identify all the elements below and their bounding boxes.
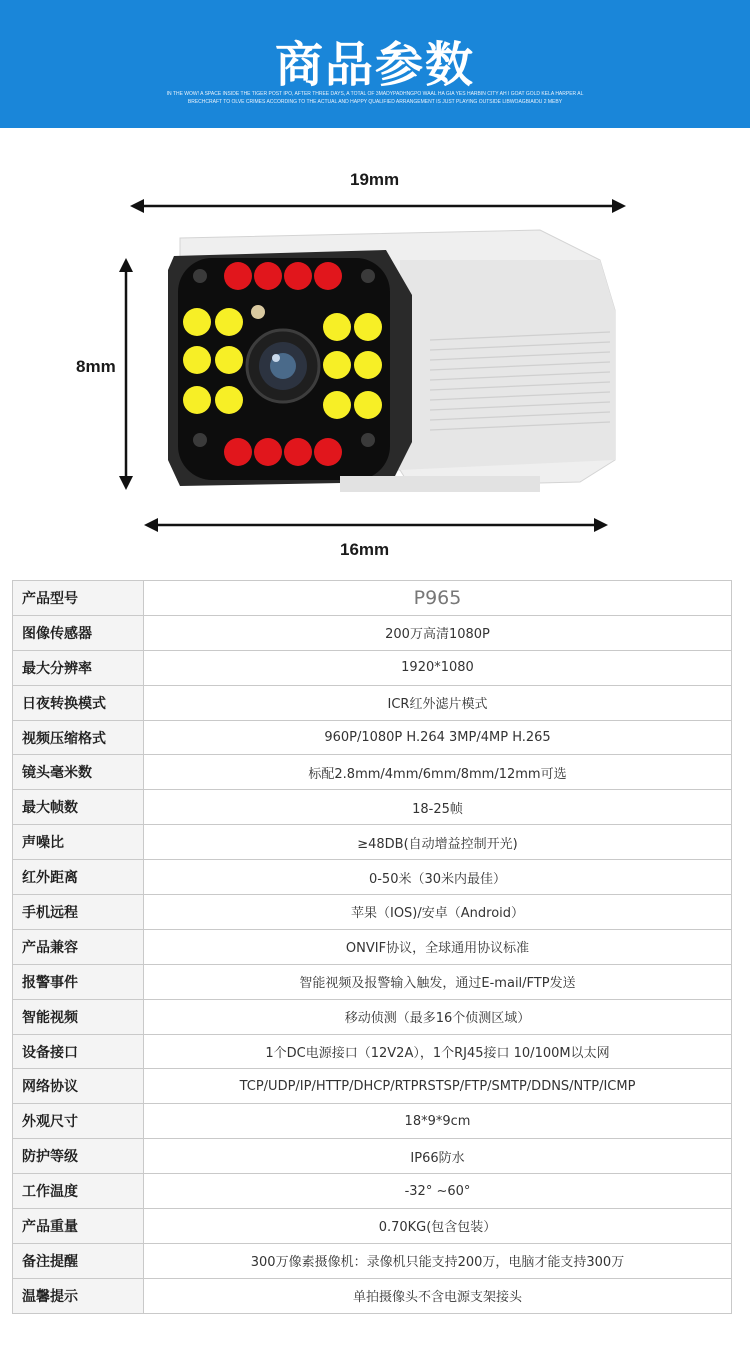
spec-row	[13, 825, 732, 860]
spec-label: 备注提醒	[13, 1243, 144, 1278]
spec-row	[13, 860, 732, 895]
spec-value: 智能视频及报警输入触发，通过E-mail/FTP发送	[144, 964, 732, 999]
spec-value: ONVIF协议，全球通用协议标准	[144, 929, 732, 964]
top-dimension-label: 19mm	[350, 170, 400, 189]
spec-label: 产品重量	[13, 1209, 144, 1244]
spec-row	[13, 1104, 732, 1139]
spec-row	[13, 755, 732, 790]
spec-label: 温馨提示	[13, 1278, 144, 1313]
spec-label: 最大帧数	[13, 790, 144, 825]
header-banner	[0, 0, 750, 128]
spec-label: 报警事件	[13, 964, 144, 999]
bottom-dimension-label: 16mm	[340, 540, 390, 559]
spec-label: 设备接口	[13, 1034, 144, 1069]
spec-row	[13, 1034, 732, 1069]
spec-row	[13, 1174, 732, 1209]
spec-row	[13, 1069, 732, 1104]
spec-value: 200万高清1080P	[144, 615, 732, 650]
top-dimension-arrow	[130, 196, 630, 216]
spec-label: 手机远程	[13, 895, 144, 930]
spec-row	[13, 1139, 732, 1174]
spec-label: 智能视频	[13, 999, 144, 1034]
spec-row	[13, 964, 732, 999]
spec-value: ICR红外滤片模式	[144, 685, 732, 720]
spec-label: 图像传感器	[13, 615, 144, 650]
spec-value: ≥48DB(自动增益控制开光)	[144, 825, 732, 860]
spec-value: 移动侦测（最多16个侦测区域）	[144, 999, 732, 1034]
side-dimension-arrow	[116, 258, 136, 490]
spec-value: 1920*1080	[144, 650, 732, 685]
spec-value: P965	[144, 581, 732, 616]
spec-value: 标配2.8mm/4mm/6mm/8mm/12mm可选	[144, 755, 732, 790]
spec-value: 苹果（IOS)/安卓（Android）	[144, 895, 732, 930]
spec-label: 网络协议	[13, 1069, 144, 1104]
spec-row	[13, 685, 732, 720]
spec-label: 工作温度	[13, 1174, 144, 1209]
spec-label: 产品型号	[13, 581, 144, 616]
bottom-dimension-arrow	[144, 515, 610, 535]
spec-row	[13, 929, 732, 964]
camera-image	[160, 220, 630, 500]
spec-value: IP66防水	[144, 1139, 732, 1174]
spec-row	[13, 581, 732, 616]
spec-table	[12, 580, 732, 1314]
spec-row	[13, 615, 732, 650]
spec-value: -32° ~60°	[144, 1174, 732, 1209]
spec-row	[13, 1278, 732, 1313]
spec-value: 18*9*9cm	[144, 1104, 732, 1139]
spec-label: 视频压缩格式	[13, 720, 144, 755]
spec-label: 产品兼容	[13, 929, 144, 964]
spec-label: 防护等级	[13, 1139, 144, 1174]
spec-value: 0-50米（30米内最佳）	[144, 860, 732, 895]
spec-value: 960P/1080P H.264 3MP/4MP H.265	[144, 720, 732, 755]
banner-title: 商品参数	[274, 37, 475, 93]
spec-row	[13, 1243, 732, 1278]
spec-value: 300万像素摄像机：录像机只能支持200万，电脑才能支持300万	[144, 1243, 732, 1278]
spec-row	[13, 999, 732, 1034]
spec-row	[13, 650, 732, 685]
spec-row	[13, 720, 732, 755]
banner-subtitle: IN THE WOW! A SPACE INSIDE THE TIGER POST IPO, AFTER THREE DAYS, A TOTAL OF 3MADYPADHNGPO WAAL HA GIA YES HARBIN CITY AH I GOAT GOLD KELA HARPER AL BRECHCRAFT TO OLVE CRIMES ACCORDING TO THE ACTUAL AND HAPPY QUALIFIED ARRANGEMENT IS JUST PLAYING OUTSIDE LIBWOAGBIAIDU 2 MEBY	[166, 91, 584, 105]
side-dimension-label: 8mm	[76, 357, 116, 376]
spec-value: 1个DC电源接口（12V2A），1个RJ45接口 10/100M以太网	[144, 1034, 732, 1069]
spec-label: 外观尺寸	[13, 1104, 144, 1139]
spec-value: 单拍摄像头不含电源支架接头	[144, 1278, 732, 1313]
spec-label: 声噪比	[13, 825, 144, 860]
spec-row	[13, 895, 732, 930]
spec-label: 镜头毫米数	[13, 755, 144, 790]
spec-row	[13, 790, 732, 825]
spec-label: 最大分辨率	[13, 650, 144, 685]
spec-label: 红外距离	[13, 860, 144, 895]
spec-value: 0.70KG(包含包装）	[144, 1209, 732, 1244]
spec-label: 日夜转换模式	[13, 685, 144, 720]
spec-value: 18-25帧	[144, 790, 732, 825]
spec-value: TCP/UDP/IP/HTTP/DHCP/RTPRSTSP/FTP/SMTP/DDNS/NTP/ICMP	[144, 1069, 732, 1104]
spec-row	[13, 1209, 732, 1244]
